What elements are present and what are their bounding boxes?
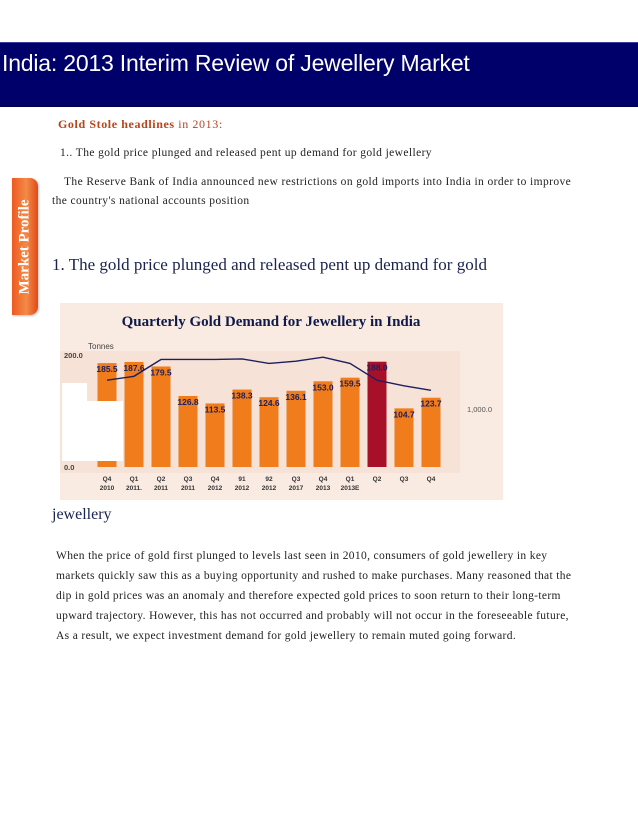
headline-item-2-line-1: The Reserve Bank of India announced new restrictions on gold imports into India in order to improve [64,176,572,188]
x-tick-label: Q4 [102,476,112,483]
page-title: India: 2013 Interim Review of Jewellery Market [2,50,470,76]
right-axis-tick-label: 1,000.0 [467,405,493,414]
paragraph-line: dip in gold prices was an anomaly and therefore expected gold prices to soon return to their long-term [56,590,561,602]
x-tick-label: Q1 [129,476,139,483]
bar-value-label: 179.5 [150,367,172,378]
body-paragraph [56,546,606,646]
x-tick-label: Q4 [318,476,328,483]
bar-value-label: 138.3 [231,390,253,401]
x-tick-label-year: 2011 [180,485,196,492]
x-tick-label: Q2 [372,476,382,483]
x-tick-label-year: 2011. [126,485,142,492]
chart-container [60,303,503,500]
x-tick-label-year: 2012 [234,485,250,492]
section-heading: 1. The gold price plunged and released pent up demand for gold [52,255,487,274]
x-tick-label-year: 2012 [261,485,277,492]
paragraph-line: As a result, we expect investment demand for gold jewellery to remain muted going forward. [56,630,517,642]
x-tick-label-year: 2013 [315,485,331,492]
headlines-label-year: in 2013: [174,117,223,131]
chart-title: Quarterly Gold Demand for Jewellery in India [121,314,421,330]
headline-item-2-line-2: the country's national accounts position [52,195,250,207]
bar-value-label: 104.7 [393,409,415,420]
paragraph-line: upward trajectory. However, this has not occurred and probably will not occur in the foreseeable future, [56,610,569,622]
y-tick-label: 200.0 [64,351,83,360]
mask-block [87,401,123,461]
bar-value-label: 123.7 [420,398,442,409]
x-tick-label: Q2 [156,476,166,483]
chart-bar [368,362,387,467]
chart-bar [152,366,171,467]
bar-value-label: 136.1 [285,391,307,402]
market-profile-tab-label: Market Profile [16,198,33,295]
x-tick-label: Q3 [399,476,409,483]
x-tick-label-year: 2013E [340,485,360,492]
paragraph-line: markets quickly saw this as a buying opportunity and rushed to make purchases. Many reasoned that the [56,570,572,582]
title-banner [0,42,638,107]
x-tick-label: 91 [238,476,246,483]
bar-value-label: 113.5 [204,404,226,415]
section-heading-continued: jewellery [52,506,112,523]
bar-value-label: 153.0 [312,382,334,393]
chart-bar [341,378,360,467]
x-tick-label-year: 2012 [207,485,223,492]
x-tick-label: Q4 [426,476,436,483]
y-tick-label: 0.0 [64,463,75,472]
headlines-label-bold: Gold Stole headlines [58,117,175,131]
market-profile-tab[interactable] [12,178,38,315]
bar-value-label: 185.5 [96,364,118,375]
bar-value-label: 188.0 [366,362,388,373]
headlines-label [58,117,223,132]
x-tick-label: Q4 [210,476,220,483]
x-tick-label-year: 2011 [153,485,169,492]
jewellery-demand-chart [60,303,503,500]
x-tick-label: Q3 [183,476,193,483]
x-tick-label: Q1 [345,476,355,483]
paragraph-line: When the price of gold first plunged to levels last seen in 2010, consumers of gold jewellery in key [56,550,548,562]
x-tick-label-year: 2010 [99,485,115,492]
x-tick-label: Q3 [291,476,301,483]
bar-value-label: 124.6 [258,398,280,409]
chart-bar [314,381,333,467]
chart-bar [287,391,306,467]
headline-item-1: 1.. The gold price plunged and released pent up demand for gold jewellery [60,147,432,159]
mask-block [62,383,87,461]
chart-bar [233,390,252,467]
x-tick-label: 92 [265,476,273,483]
bar-value-label: 126.8 [177,396,199,407]
chart-y-axis-label: Tonnes [88,342,114,351]
x-tick-label-year: 2017 [288,485,304,492]
bar-value-label: 187.6 [123,362,145,373]
bar-value-label: 159.5 [339,378,361,389]
